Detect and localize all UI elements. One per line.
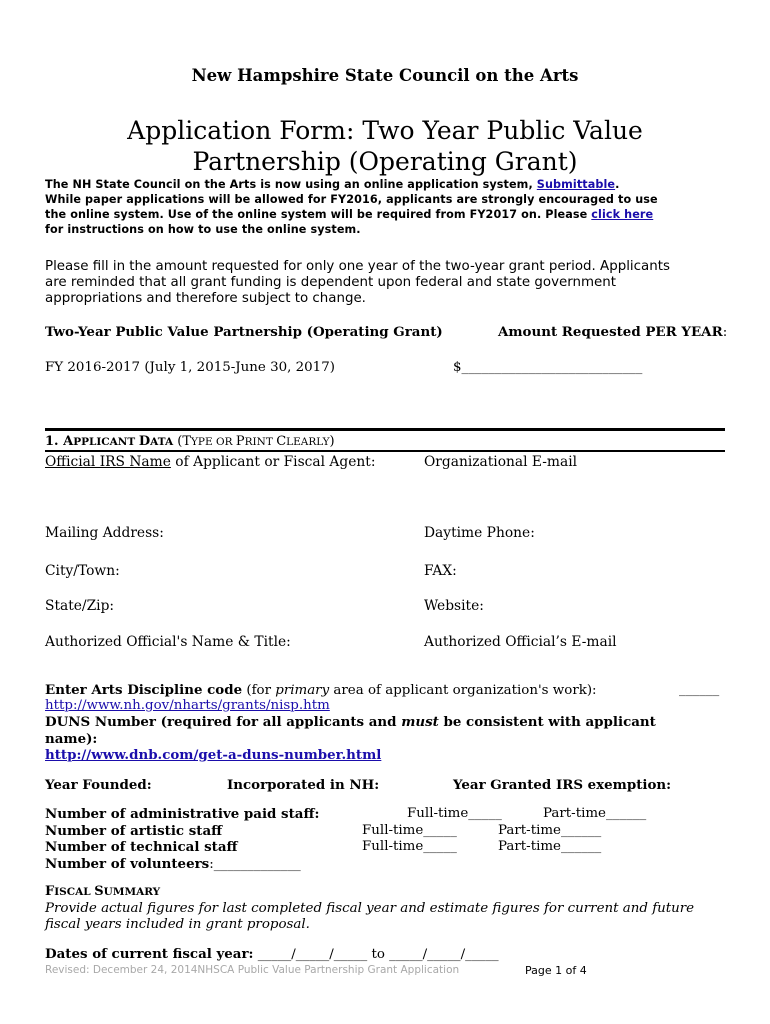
notice-line-3 <box>45 208 653 221</box>
fiscal-dates-field[interactable]: _____/_____/_____ to _____/_____/_____ <box>253 947 499 962</box>
irs-name-rest: of Applicant or Fiscal Agent: <box>170 454 376 470</box>
heading-sub: RINT <box>244 436 277 448</box>
organization-name: New Hampshire State Council on the Arts <box>191 66 579 85</box>
heading-sub: ) <box>329 434 335 449</box>
fiscal-instructions-line-2: fiscal years included in grant proposal. <box>45 917 310 932</box>
notice-text: The NH State Council on the Arts is now using an online application system, <box>45 178 537 191</box>
duns-italic: must <box>401 714 439 730</box>
heading-sub: C <box>276 434 287 449</box>
revised-footer: Revised: December 24, 2014NHSCA Public Value Partnership Grant Application <box>45 964 460 976</box>
heading-text: PPLICANT <box>73 436 139 448</box>
irs-name-underlined: Official IRS Name <box>45 454 171 470</box>
artistic-fulltime-field[interactable]: Full-time_____ <box>362 823 457 838</box>
heading-sub: LEARLY <box>286 436 330 448</box>
amount-header-text: Amount Requested PER YEAR <box>498 324 723 340</box>
heading-text: A <box>63 434 74 449</box>
discipline-text: (for <box>242 683 276 698</box>
section-divider-top <box>45 428 725 431</box>
discipline-italic: primary <box>275 683 330 698</box>
section-number: 1. <box>45 434 64 449</box>
official-email-label: Authorized Official’s E-mail <box>424 634 617 650</box>
discipline-code-field[interactable]: ______ <box>679 682 720 697</box>
artistic-parttime-field[interactable]: Part-time______ <box>498 823 602 838</box>
fax-label: FAX: <box>424 563 457 579</box>
notice-text: the online system. Use of the online system will be required from FY2017 on. Please <box>45 208 592 221</box>
artistic-staff-label: Number of artistic staff <box>45 823 223 839</box>
volunteers-row <box>45 856 301 872</box>
duns-line-1 <box>45 714 656 730</box>
heading-sub: (T <box>173 434 191 449</box>
mailing-address-label: Mailing Address: <box>45 525 164 541</box>
duns-line-2: name): <box>45 731 98 747</box>
grant-column-header: Two-Year Public Value Partnership (Operating Grant) <box>45 324 443 340</box>
discipline-label <box>45 682 597 698</box>
amount-header-colon: : <box>722 325 728 340</box>
fiscal-year-row-label: FY 2016-2017 (July 1, 2015-June 30, 2017) <box>45 360 335 375</box>
irs-exemption-label: Year Granted IRS exemption: <box>453 777 672 793</box>
instructions-line-2: are reminded that all grant funding is dependent upon federal and state government <box>45 275 617 290</box>
page-number: Page 1 of 4 <box>525 964 587 977</box>
heading-text: S <box>94 884 104 899</box>
amount-requested-field[interactable]: $___________________________ <box>453 360 643 375</box>
heading-text: F <box>45 884 55 899</box>
page-title-line-2: Partnership (Operating Grant) <box>192 147 578 176</box>
heading-text: D <box>138 434 151 449</box>
technical-staff-label: Number of technical staff <box>45 839 238 855</box>
year-founded-label: Year Founded: <box>45 777 152 793</box>
website-label: Website: <box>424 598 484 614</box>
state-zip-label: State/Zip: <box>45 598 115 614</box>
city-town-label: City/Town: <box>45 563 120 579</box>
section-divider-bottom <box>45 450 725 452</box>
notice-line-2: While paper applications will be allowed for FY2016, applicants are strongly encouraged to use <box>45 193 658 206</box>
heading-text: ISCAL <box>54 886 95 898</box>
page-title-line-1: Application Form: Two Year Public Value <box>127 116 643 145</box>
technical-parttime-field[interactable]: Part-time______ <box>498 839 602 854</box>
duns-text: be consistent with applicant <box>438 714 656 730</box>
admin-parttime-field[interactable]: Part-time______ <box>543 806 647 821</box>
admin-staff-label: Number of administrative paid staff: <box>45 806 320 822</box>
heading-text: ATA <box>150 436 174 448</box>
notice-text: . <box>615 178 620 191</box>
instructions-line-1: Please fill in the amount requested for only one year of the two-year grant period. Applicants <box>45 259 670 274</box>
org-email-label: Organizational E-mail <box>424 454 578 470</box>
heading-sub: P <box>235 434 245 449</box>
discipline-text: area of applicant organization's work): <box>329 683 597 698</box>
nisp-link[interactable]: http://www.nh.gov/nharts/grants/nisp.htm <box>45 698 330 713</box>
volunteers-field[interactable]: :_____________ <box>209 857 301 872</box>
fiscal-dates-label: Dates of current fiscal year: <box>45 946 254 962</box>
daytime-phone-label: Daytime Phone: <box>424 525 535 541</box>
heading-sub: YPE OR <box>190 436 236 448</box>
discipline-bold: Enter Arts Discipline code <box>45 682 243 698</box>
notice-line-4: for instructions on how to use the online system. <box>45 223 361 236</box>
fiscal-dates-row <box>45 946 499 962</box>
fiscal-summary-heading <box>45 884 160 899</box>
click-here-link[interactable]: click here <box>591 208 654 221</box>
incorporated-label: Incorporated in NH: <box>227 777 380 793</box>
submittable-link[interactable]: Submittable <box>536 178 616 191</box>
notice-line-1 <box>45 178 619 191</box>
fiscal-instructions-line-1: Provide actual figures for last completed fiscal year and estimate figures for current and future <box>45 901 695 916</box>
irs-name-label <box>45 454 375 470</box>
amount-column-header <box>498 324 727 340</box>
duns-text: DUNS Number (required for all applicants and <box>45 714 402 730</box>
official-name-label: Authorized Official's Name & Title: <box>45 634 291 650</box>
section-1-heading <box>45 434 335 449</box>
dnb-link[interactable]: http://www.dnb.com/get-a-duns-number.html <box>45 747 382 763</box>
technical-fulltime-field[interactable]: Full-time_____ <box>362 839 457 854</box>
volunteers-label: Number of volunteers <box>45 856 210 872</box>
admin-fulltime-field[interactable]: Full-time_____ <box>407 806 502 821</box>
instructions-line-3: appropriations and therefore subject to change. <box>45 291 366 306</box>
heading-text: UMMARY <box>103 886 161 898</box>
